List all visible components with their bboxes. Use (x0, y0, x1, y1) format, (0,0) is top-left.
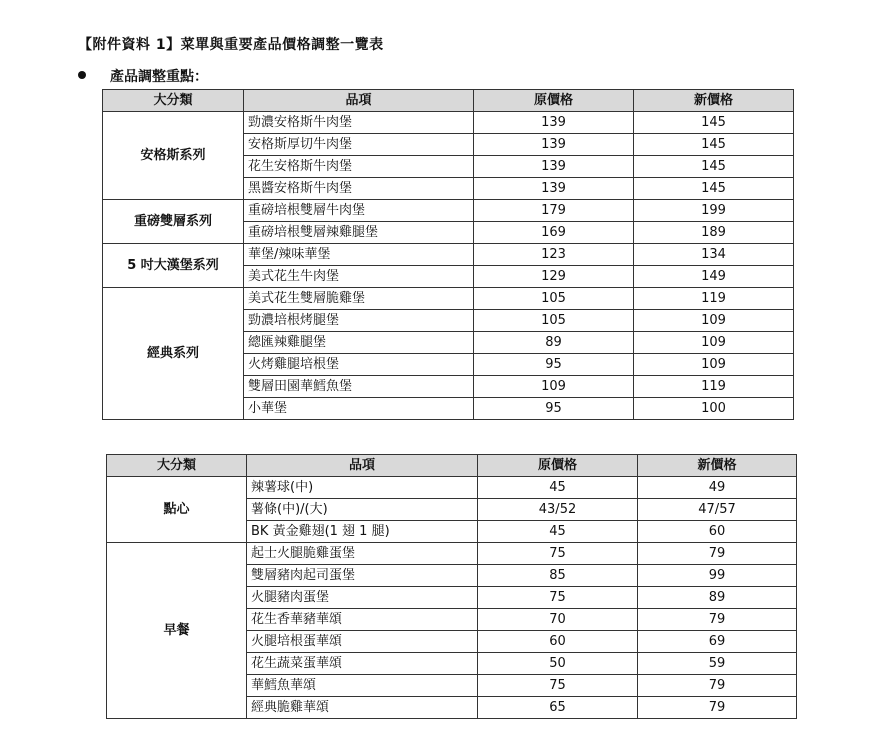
old-price-cell: 45 (478, 477, 638, 499)
old-price-cell: 75 (478, 675, 638, 697)
item-cell: 華鱈魚華頌 (247, 675, 478, 697)
new-price-cell: 47/57 (638, 499, 797, 521)
item-cell: 火烤雞腿培根堡 (244, 354, 474, 376)
old-price-cell: 60 (478, 631, 638, 653)
item-cell: 美式花生牛肉堡 (244, 266, 474, 288)
old-price-cell: 139 (474, 112, 634, 134)
new-price-cell: 69 (638, 631, 797, 653)
new-price-cell: 199 (634, 200, 794, 222)
item-cell: 雙層田園華鱈魚堡 (244, 376, 474, 398)
new-price-cell: 109 (634, 354, 794, 376)
old-price-cell: 139 (474, 134, 634, 156)
new-price-cell: 145 (634, 134, 794, 156)
item-cell: 薯條(中)/(大) (247, 499, 478, 521)
new-price-cell: 119 (634, 288, 794, 310)
header-category: 大分類 (103, 90, 244, 112)
item-cell: 黑醬安格斯牛肉堡 (244, 178, 474, 200)
price-table-snacks-breakfast (106, 454, 797, 719)
old-price-cell: 105 (474, 288, 634, 310)
header-old-price: 原價格 (478, 455, 638, 477)
old-price-cell: 70 (478, 609, 638, 631)
header-new-price: 新價格 (638, 455, 797, 477)
item-cell: 辣薯球(中) (247, 477, 478, 499)
table-row (103, 112, 794, 134)
header-old-price: 原價格 (474, 90, 634, 112)
new-price-cell: 79 (638, 609, 797, 631)
item-cell: 經典脆雞華頌 (247, 697, 478, 719)
old-price-cell: 129 (474, 266, 634, 288)
header-item: 品項 (244, 90, 474, 112)
table-row (107, 477, 797, 499)
category-cell: 5 吋大漢堡系列 (103, 244, 244, 288)
item-cell: 安格斯厚切牛肉堡 (244, 134, 474, 156)
old-price-cell: 105 (474, 310, 634, 332)
new-price-cell: 100 (634, 398, 794, 420)
old-price-cell: 109 (474, 376, 634, 398)
item-cell: BK 黃金雞翅(1 翅 1 腿) (247, 521, 478, 543)
table-header-row (103, 90, 794, 112)
item-cell: 總匯辣雞腿堡 (244, 332, 474, 354)
item-cell: 華堡/辣味華堡 (244, 244, 474, 266)
old-price-cell: 50 (478, 653, 638, 675)
item-cell: 花生香華豬華頌 (247, 609, 478, 631)
item-cell: 花生安格斯牛肉堡 (244, 156, 474, 178)
old-price-cell: 123 (474, 244, 634, 266)
table-row (103, 244, 794, 266)
old-price-cell: 43/52 (478, 499, 638, 521)
item-cell: 雙層豬肉起司蛋堡 (247, 565, 478, 587)
new-price-cell: 189 (634, 222, 794, 244)
old-price-cell: 75 (478, 543, 638, 565)
table-header-row (107, 455, 797, 477)
old-price-cell: 179 (474, 200, 634, 222)
old-price-cell: 45 (478, 521, 638, 543)
old-price-cell: 65 (478, 697, 638, 719)
new-price-cell: 49 (638, 477, 797, 499)
category-cell: 早餐 (107, 543, 247, 719)
item-cell: 小華堡 (244, 398, 474, 420)
item-cell: 花生蔬菜蛋華頌 (247, 653, 478, 675)
new-price-cell: 145 (634, 178, 794, 200)
table-row (103, 200, 794, 222)
table-row (103, 288, 794, 310)
new-price-cell: 89 (638, 587, 797, 609)
new-price-cell: 60 (638, 521, 797, 543)
old-price-cell: 89 (474, 332, 634, 354)
price-table-burgers (102, 89, 794, 420)
new-price-cell: 79 (638, 675, 797, 697)
new-price-cell: 145 (634, 112, 794, 134)
item-cell: 起士火腿脆雞蛋堡 (247, 543, 478, 565)
old-price-cell: 95 (474, 354, 634, 376)
category-cell: 經典系列 (103, 288, 244, 420)
new-price-cell: 109 (634, 332, 794, 354)
old-price-cell: 85 (478, 565, 638, 587)
table-row (107, 543, 797, 565)
category-cell: 安格斯系列 (103, 112, 244, 200)
header-item: 品項 (247, 455, 478, 477)
new-price-cell: 149 (634, 266, 794, 288)
item-cell: 火腿豬肉蛋堡 (247, 587, 478, 609)
item-cell: 火腿培根蛋華頌 (247, 631, 478, 653)
item-cell: 重磅培根雙層牛肉堡 (244, 200, 474, 222)
item-cell: 勁濃培根烤腿堡 (244, 310, 474, 332)
old-price-cell: 75 (478, 587, 638, 609)
bullet-dot-icon (78, 71, 86, 79)
new-price-cell: 145 (634, 156, 794, 178)
new-price-cell: 59 (638, 653, 797, 675)
new-price-cell: 119 (634, 376, 794, 398)
old-price-cell: 139 (474, 156, 634, 178)
bullet-text: 產品調整重點： (110, 69, 208, 85)
document-title: 【附件資料 1】菜單與重要產品價格調整一覽表 (78, 37, 384, 53)
new-price-cell: 79 (638, 543, 797, 565)
old-price-cell: 169 (474, 222, 634, 244)
old-price-cell: 139 (474, 178, 634, 200)
old-price-cell: 95 (474, 398, 634, 420)
category-cell: 點心 (107, 477, 247, 543)
item-cell: 勁濃安格斯牛肉堡 (244, 112, 474, 134)
header-category: 大分類 (107, 455, 247, 477)
item-cell: 美式花生雙層脆雞堡 (244, 288, 474, 310)
new-price-cell: 134 (634, 244, 794, 266)
new-price-cell: 99 (638, 565, 797, 587)
category-cell: 重磅雙層系列 (103, 200, 244, 244)
header-new-price: 新價格 (634, 90, 794, 112)
bullet-heading (78, 66, 208, 86)
new-price-cell: 109 (634, 310, 794, 332)
new-price-cell: 79 (638, 697, 797, 719)
item-cell: 重磅培根雙層辣雞腿堡 (244, 222, 474, 244)
